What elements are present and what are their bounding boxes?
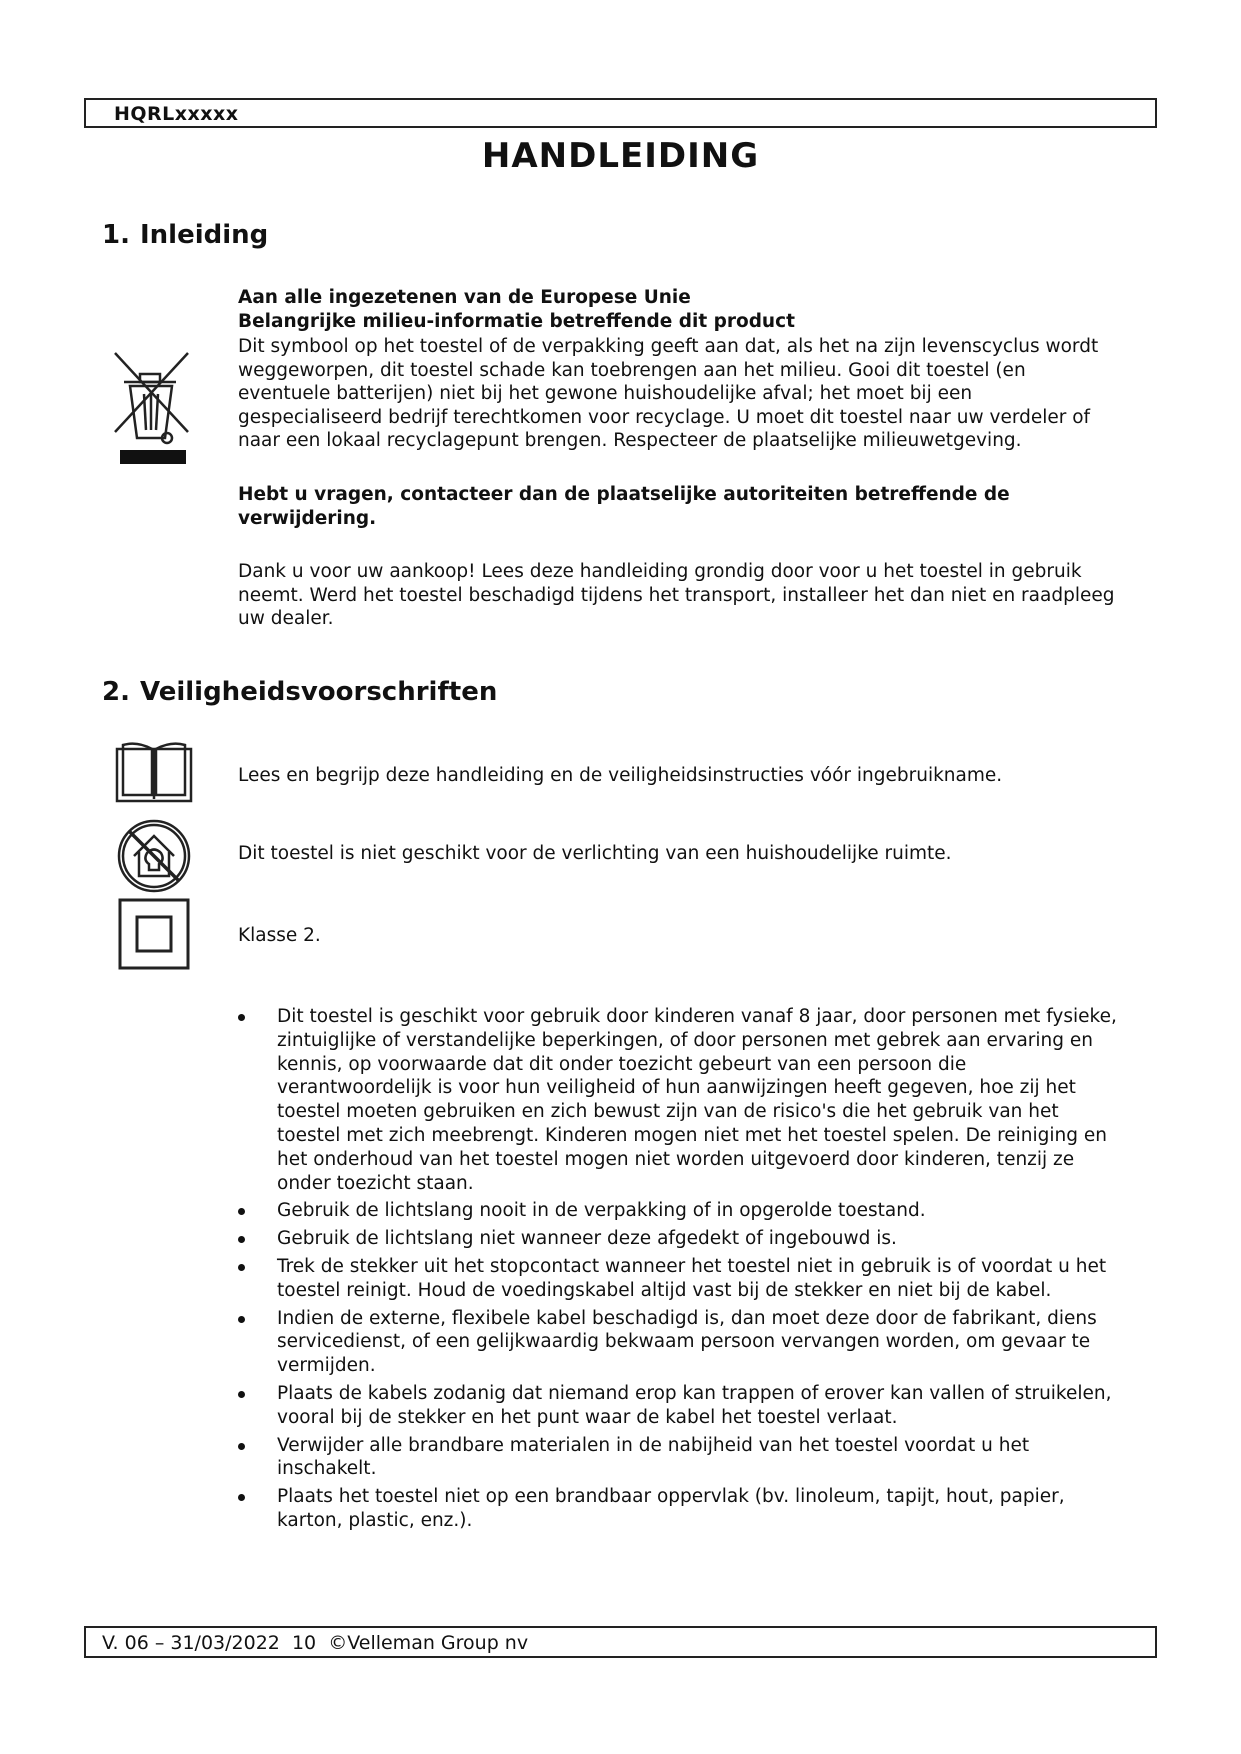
- section-heading-inleiding: [102, 220, 268, 250]
- intro-thanks: Dank u voor uw aankoop! Lees deze handleiding grondig door voor u het toestel in gebruik neemt. Werd het toestel beschadigd tijdens het transport, installeer het dan niet en raadpleeg uw dealer.: [238, 561, 1115, 629]
- section-title: Inleiding: [140, 220, 269, 250]
- intro-body: Dit symbool op het toestel of de verpakking geeft aan dat, als het na zijn levenscyclus wordt weggeworpen, dit toestel schade kan toebrengen aan het milieu. Gooi dit toestel (en eventuele batterijen) niet bij het gewone huishoudelijke afval; het moet bij een gespecialiseerd bedrijf terechtkomen voor recyclage. U moet dit toestel naar uw verdeler of naar een lokaal recyclagepunt brengen. Respecteer de plaatselijke milieuwetgeving.: [238, 336, 1099, 451]
- section-title: Veiligheidsvoorschriften: [140, 677, 498, 707]
- symbol-text-class2: Klasse 2.: [238, 925, 321, 946]
- intro-question: Hebt u vragen, contacteer dan de plaatselijke autoriteiten betreffende de verwijdering.: [238, 484, 1010, 529]
- no-household-lighting-icon: [116, 818, 192, 894]
- list-item: Gebruik de lichtslang niet wanneer deze afgedekt of ingebouwd is.: [238, 1227, 1118, 1251]
- section-number: 1.: [102, 220, 130, 250]
- footer-box: [84, 1626, 1157, 1658]
- symbol-text-book: Lees en begrijp deze handleiding en de veiligheidsinstructies vóór ingebruikname.: [238, 765, 1003, 786]
- list-item: Trek de stekker uit het stopcontact wanneer het toestel niet in gebruik is of voordat u het toestel reinigt. Houd de voedingskabel altijd vast bij de stekker en niet bij de kabel.: [238, 1255, 1118, 1303]
- product-code: HQRLxxxxx: [114, 103, 239, 125]
- intro-heading-env: Belangrijke milieu-informatie betreffende dit product: [238, 311, 795, 332]
- list-item: Verwijder alle brandbare materialen in de nabijheid van het toestel voordat u het inschakelt.: [238, 1434, 1118, 1482]
- list-item: Gebruik de lichtslang nooit in de verpakking of in opgerolde toestand.: [238, 1199, 1118, 1223]
- book-icon: [115, 741, 193, 803]
- list-item: Plaats het toestel niet op een brandbaar oppervlak (bv. linoleum, tapijt, hout, papier, karton, plastic, enz.).: [238, 1485, 1118, 1533]
- symbol-text-lighting: Dit toestel is niet geschikt voor de verlichting van een huishoudelijke ruimte.: [238, 843, 952, 864]
- section-number: 2.: [102, 677, 130, 707]
- list-item: Indien de externe, flexibele kabel beschadigd is, dan moet deze door de fabrikant, diens servicedienst, of een gelijkwaardig bekwaam persoon vervangen worden, om gevaar te vermijden.: [238, 1307, 1118, 1378]
- intro-heading-eu: Aan alle ingezetenen van de Europese Unie: [238, 287, 691, 308]
- section-heading-veiligheid: [102, 677, 497, 707]
- weee-crossed-bin-icon: [112, 350, 194, 466]
- safety-bullet-list: [238, 1005, 1118, 1537]
- list-item: Dit toestel is geschikt voor gebruik door kinderen vanaf 8 jaar, door personen met fysieke, zintuiglijke of verstandelijke beperkingen, of door personen met gebrek aan ervaring en kennis, op voorwaarde dat dit onder toezicht gebeurt van een persoon die verantwoordelijk is voor hun veiligheid of hun aanwijzingen heeft gegeven, hoe zij het toestel moeten gebruiken en zich bewust zijn van de risico's die het gebruik van het toestel met zich meebrengt. Kinderen mogen niet met het toestel spelen. De reiniging en het onderhoud van het toestel mogen niet worden uitgevoerd door kinderen, tenzij ze onder toezicht staan.: [238, 1005, 1118, 1195]
- document-title: HANDLEIDING: [481, 136, 760, 176]
- footer-text: V. 06 – 31/03/2022 10 ©Velleman Group nv: [102, 1632, 529, 1654]
- header-box: [84, 98, 1157, 128]
- list-item: Plaats de kabels zodanig dat niemand erop kan trappen of erover kan vallen of struikelen, vooral bij de stekker en het punt waar de kabel het toestel verlaat.: [238, 1382, 1118, 1430]
- class-2-icon: [118, 898, 190, 970]
